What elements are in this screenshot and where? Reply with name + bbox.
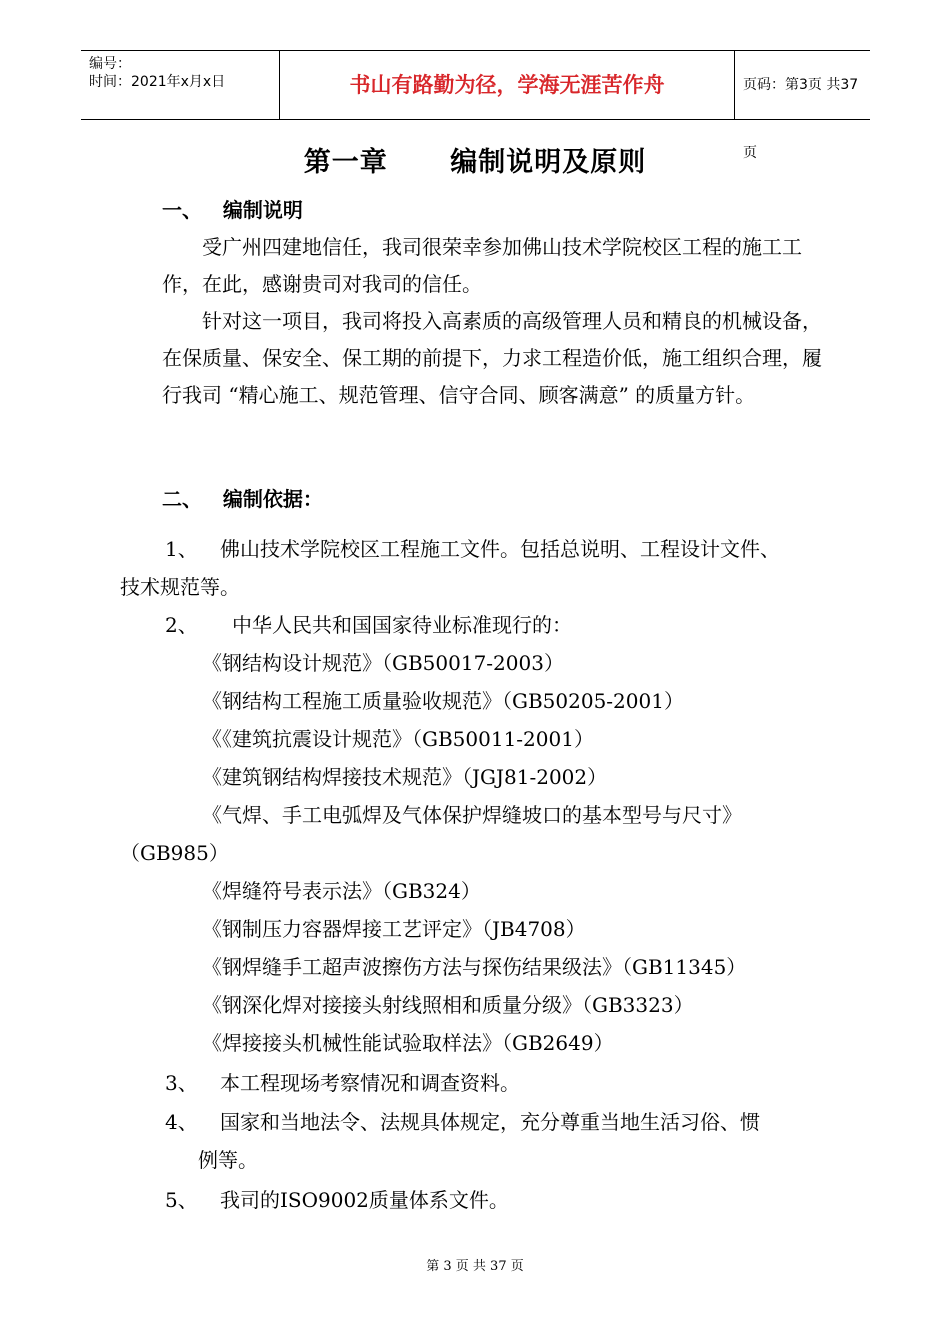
item-1-number: 1、 bbox=[165, 537, 198, 561]
item-5-number: 5、 bbox=[165, 1188, 198, 1212]
standard-item: 《建筑钢结构焊接技术规范》（JGJ81-2002） bbox=[202, 765, 608, 789]
standard-item: 《《建筑抗震设计规范》（GB50011-2001） bbox=[202, 727, 594, 751]
paragraph-1: 受广州四建地信任，我司很荣幸参加佛山技术学院校区工程的施工工作，在此，感谢贵司对我司的信任。 bbox=[162, 235, 802, 296]
item-1-text: 佛山技术学院校区工程施工文件。包括总说明、工程设计文件、 bbox=[220, 537, 780, 561]
standard-item: 《钢焊缝手工超声波擦伤方法与探伤结果级法》（GB11345） bbox=[202, 955, 747, 979]
number-label: 编号： bbox=[89, 56, 131, 72]
page-footer: 第 3 页 共 37 页 bbox=[426, 1259, 524, 1274]
item-3-number: 3、 bbox=[165, 1071, 198, 1095]
item-3-text: 本工程现场考察情况和调查资料。 bbox=[220, 1071, 520, 1095]
item-5-text: 我司的ISO9002质量体系文件。 bbox=[220, 1188, 509, 1212]
item-2-text: 中华人民共和国国家待业标准现行的： bbox=[232, 613, 572, 637]
chapter-title: 第一章 编制说明及原则 bbox=[303, 147, 647, 178]
paragraph-2: 针对这一项目，我司将投入高素质的高级管理人员和精良的机械设备，在保质量、保安全、保工期的前提下，力求工程造价低，施工组织合理，履行我司 “精心施工、规范管理、信守合同、顾客满意” 的质量方针。 bbox=[162, 309, 822, 407]
standard-item: 《钢结构工程施工质量验收规范》（GB50205-2001） bbox=[202, 689, 684, 713]
item-4-continued: 例等。 bbox=[198, 1148, 258, 1172]
header-meta bbox=[81, 51, 280, 119]
item-2-number: 2、 bbox=[165, 613, 198, 637]
item-1-continued: 技术规范等。 bbox=[120, 575, 240, 599]
standard-item: 《焊接接头机械性能试验取样法》（GB2649） bbox=[202, 1031, 614, 1055]
standard-item: 《气焊、手工电弧焊及气体保护焊缝坡口的基本型号与尺寸》 bbox=[202, 803, 742, 827]
standard-item: 《钢制压力容器焊接工艺评定》（JB4708） bbox=[202, 917, 586, 941]
standard-item-continued: （GB985） bbox=[120, 841, 229, 865]
standard-item: 《钢结构设计规范》（GB50017-2003） bbox=[202, 651, 564, 675]
section-heading-2: 二、 编制依据： bbox=[162, 487, 323, 511]
section-heading-1: 一、 编制说明 bbox=[162, 198, 303, 222]
header-motto: 书山有路勤为径，学海无涯苦作舟 bbox=[280, 51, 735, 119]
standard-item: 《钢深化焊对接接头射线照相和质量分级》（GB3323） bbox=[202, 993, 694, 1017]
item-4-number: 4、 bbox=[165, 1110, 198, 1134]
standard-item: 《焊缝符号表示法》（GB324） bbox=[202, 879, 481, 903]
header-page-code: 页码：第3页 共37页 bbox=[743, 77, 859, 161]
document-header bbox=[81, 50, 870, 161]
item-4-text: 国家和当地法令、法规具体规定，充分尊重当地生活习俗、惯 bbox=[220, 1110, 760, 1134]
time-label: 时间：2021年x月x日 bbox=[89, 74, 226, 90]
